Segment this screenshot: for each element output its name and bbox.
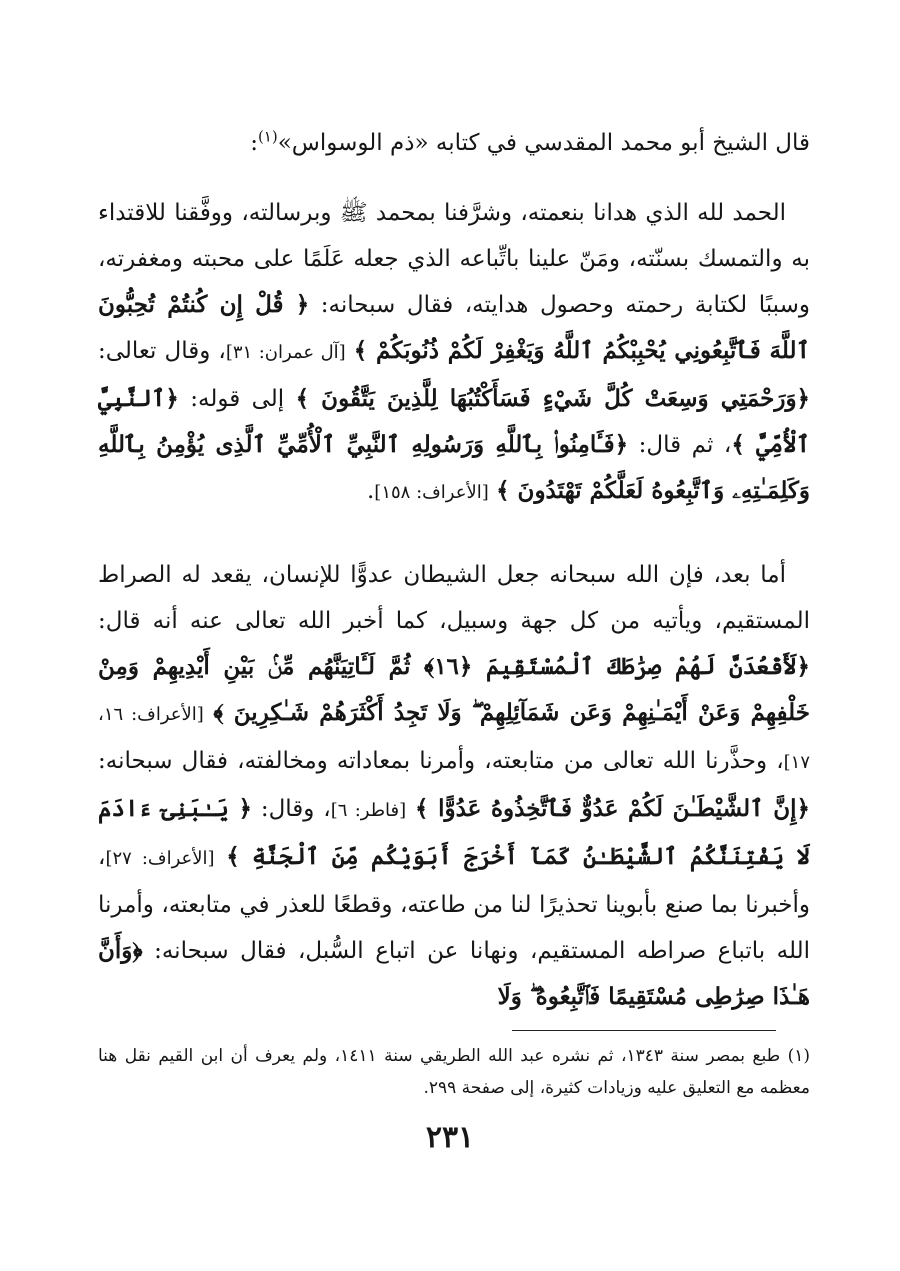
- connector-text: ، وحذَّرنا الله تعالى من متابعته، وأمرنا بمعاداته ومخالفته، فقال سبحانه:: [98, 748, 784, 774]
- quran-verse: ﴿وَرَحْمَتِي وَسِعَتْ كُلَّ شَيْءٍ فَسَأَكْتُبُهَا لِلَّذِينَ يَتَّقُونَ ﴾: [295, 385, 811, 412]
- footnote: [98, 1040, 810, 1104]
- quran-verse: ﴿فَـَٔامِنُوا۟ بِٱللَّهِ وَرَسُولِهِ ٱلنَّبِيِّ ٱلْأُمِّيِّ ٱلَّذِى يُؤْمِنُ بِٱللَّهِ وَكَلِمَـٰتِهِۦ وَٱتَّبِعُوهُ لَعَلَّكُمْ تَهْتَدُونَ ﴾: [98, 431, 810, 504]
- paragraph-intro: أما بعد، فإن الله سبحانه جعل الشيطان عدوًّا للإنسان، يقعد له الصراط المستقيم، ويأتيه من كل جهة وسبيل، كما أخبر الله تعالى عنه أنه قال:: [98, 562, 810, 634]
- paragraph-intro: الحمد لله الذي هدانا بنعمته، وشرَّفنا بمحمد ﷺ وبرسالته، ووفَّقنا للاقتداء به والتمسك بسنّته، ومَنّ علينا باتِّباعه الذي جعله عَلَمًا على محبته ومغفرته، وسببًا لكتابة رحمته وحصول هدايته، فقال سبحانه:: [98, 200, 810, 318]
- footnote-reference[interactable]: (١): [257, 127, 278, 146]
- footnote-divider: [512, 1030, 776, 1031]
- verse-reference: [الأعراف: ١٦، ١٧]: [98, 704, 810, 773]
- connector-text: ، وقال:: [260, 796, 331, 822]
- connector-text: إلى قوله:: [190, 386, 285, 412]
- paragraph-end: .: [366, 478, 375, 504]
- quran-verse: ﴿وَأَنَّ هَـٰذَا صِرَٰطِى مُسْتَقِيمًا فَٱتَّبِعُوهُ ۖ وَلَا: [98, 937, 810, 1010]
- quran-verse: ﴿إِنَّ ٱلشَّيْطَـٰنَ لَكُمْ عَدُوٌّ فَٱتَّخِذُوهُ عَدُوًّا ﴾: [415, 795, 811, 822]
- verse-reference: [الأعراف: ١٥٨]: [374, 482, 489, 503]
- verse-reference: [الأعراف: ٢٧]: [105, 848, 215, 869]
- quran-verse: ﴿ قُلْ إِن كُنتُمْ تُحِبُّونَ ٱللَّهَ فَٱتَّبِعُونِي يُحْبِبْكُمُ ٱللَّهُ وَيَغْفِرْ لَكُمْ ذُنُوبَكُمْ ﴾: [98, 291, 810, 364]
- connector-text: ، ثم قال:: [638, 432, 732, 458]
- connector-text: ، وقال تعالى:: [98, 338, 226, 364]
- footnote-marker: (١): [787, 1046, 811, 1066]
- quran-verse: ﴿ يَـٰبَنِىٓ ءَادَمَ لَا يَفْتِنَنَّكُمُ ٱلشَّيْطَـٰنُ كَمَآ أَخْرَجَ أَبَوَيْكُم مِّنَ ٱلْجَنَّةِ ﴾: [98, 795, 810, 870]
- verse-reference: [فاطر: ٦]: [330, 800, 407, 821]
- paragraph-main: [98, 552, 810, 1020]
- page-number: ٢٣١: [425, 1120, 475, 1155]
- quran-verse: ﴿ٱلنَّبِيَّ ٱلْأُمِّيَّ ﴾: [98, 385, 810, 458]
- connector-text: ، وأخبرنا بما صنع بأبوينا تحذيرًا لنا من طاعته، وقطعًا للعذر في متابعته، وأمرنا الله باتباع صراطه المستقيم، ونهانا عن اتباع السُّبل، فقال سبحانه:: [98, 844, 810, 964]
- section-heading: [98, 120, 810, 166]
- footnote-text: طبع بمصر سنة ١٣٤٣، ثم نشره عبد الله الطريقي سنة ١٤١١، ولم يعرف أن ابن القيم نقل هنا معظمه مع التعليق عليه وزيادات كثيرة، إلى صفحة ٢٩٩.: [98, 1046, 810, 1098]
- heading-tail: :: [250, 130, 258, 156]
- heading-text: قال الشيخ أبو محمد المقدسي في كتابه «ذم الوسواس»: [277, 130, 810, 156]
- verse-reference: [آل عمران: ٣١]: [225, 342, 346, 363]
- paragraph-opening: [98, 190, 810, 516]
- quran-verse: ﴿لَأَقْعُدَنَّ لَهُمْ صِرَٰطَكَ ٱلْمُسْتَقِيمَ ﴿١٦﴾ ثُمَّ لَـَٔاتِيَنَّهُم مِّنۢ بَيْنِ أَيْدِيهِمْ وَمِنْ خَلْفِهِمْ وَعَنْ أَيْمَـٰنِهِمْ وَعَن شَمَآئِلِهِمْ ۖ وَلَا تَجِدُ أَكْثَرَهُمْ شَـٰكِرِينَ ﴾: [98, 653, 810, 726]
